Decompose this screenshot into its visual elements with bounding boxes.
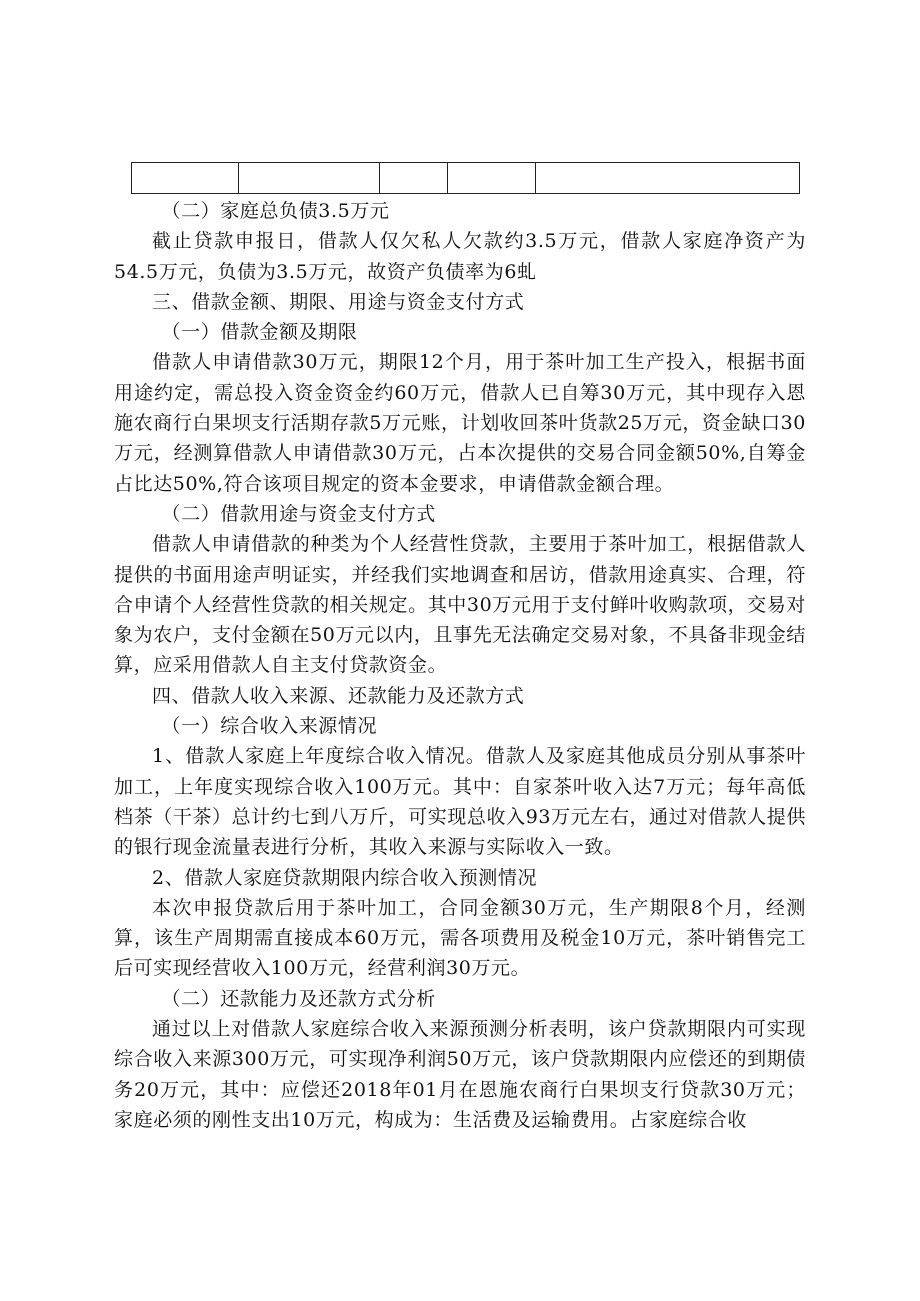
table-cell xyxy=(132,163,239,194)
body-text xyxy=(114,196,806,1135)
paragraph-income-forecast: 本次申报贷款后用于茶叶加工，合同金额30万元，生产期限8个月，经测算，该生产周期需直接成本60万元，需各项费用及税金10万元，茶叶销售完工后可实现经营收入100万元，经营利润30万元。 xyxy=(114,896,806,980)
paragraph-liabilities: 截止贷款申报日，借款人仅欠私人欠款约3.5万元，借款人家庭净资产为54.5万元，负债为3.5万元，故资产负债率为6虬 xyxy=(114,230,806,283)
subheading-repayment-analysis: （二）还款能力及还款方式分析 xyxy=(161,987,436,1010)
paragraph-annual-income: 1、借款人家庭上年度综合收入情况。借款人及家庭其他成员分别从事茶叶加工，上年度实现综合收入100万元。其中：自家茶叶收入达7万元；每年高低档茶（干茶）总计约七到八万斤，可实现总收入93万元左右，通过对借款人提供的银行现金流量表进行分析，其收入来源与实际收入一致。 xyxy=(114,745,806,859)
table-row xyxy=(132,163,800,194)
heading-income-repayment: 四、借款人收入来源、还款能力及还款方式 xyxy=(152,684,525,707)
paragraph-loan-usage: 借款人申请借款的种类为个人经营性贷款，主要用于茶叶加工，根据借款人提供的书面用途声明证实，并经我们实地调查和居访，借款用途真实、合理，符合申请个人经营性贷款的相关规定。其中30万元用于支付鲜叶收购款项，交易对象为农户，支付金额在50万元以内，且事先无法确定交易对象，不具备非现金结算，应采用借款人自主支付贷款资金。 xyxy=(114,533,806,677)
paragraph-loan-amount: 借款人申请借款30万元，期限12个月，用于茶叶加工生产投入，根据书面用途约定，需总投入资金资金约60万元，借款人已自筹30万元，其中现存入恩施农商行白果坝支行活期存款5万元账，计划收回茶叶货款25万元，资金缺口30万元，经测算借款人申请借款30万元，占本次提供的交易合同金额50%,自筹金占比达50%,符合该项目规定的资本金要求，申请借款金额合理。 xyxy=(114,351,806,495)
paragraph-repayment-analysis: 通过以上对借款人家庭综合收入来源预测分析表明，该户贷款期限内可实现综合收入来源300万元，可实现净利润50万元，该户贷款期限内应偿还的到期债务20万元，其中：应偿还2018年01月在恩施农商行白果坝支行贷款30万元；家庭必须的刚性支出10万元，构成为：生活费及运输费用。占家庭综合收 xyxy=(114,1018,806,1131)
subheading-loan-usage-payment: （二）借款用途与资金支付方式 xyxy=(161,502,436,525)
table-cell xyxy=(239,163,380,194)
top-table-fragment xyxy=(131,162,800,194)
table-cell xyxy=(448,163,536,194)
table-cell xyxy=(536,163,800,194)
subheading-total-liabilities: （二）家庭总负债3.5万元 xyxy=(161,200,390,222)
subheading-loan-amount-term: （一）借款金额及期限 xyxy=(161,321,358,344)
subheading-income-forecast: 2、借款人家庭贷款期限内综合收入预测情况 xyxy=(152,866,538,889)
heading-loan-amount-term-usage: 三、借款金额、期限、用途与资金支付方式 xyxy=(152,290,525,313)
subheading-income-sources: （一）综合收入来源情况 xyxy=(161,715,378,738)
table-cell xyxy=(380,163,448,194)
